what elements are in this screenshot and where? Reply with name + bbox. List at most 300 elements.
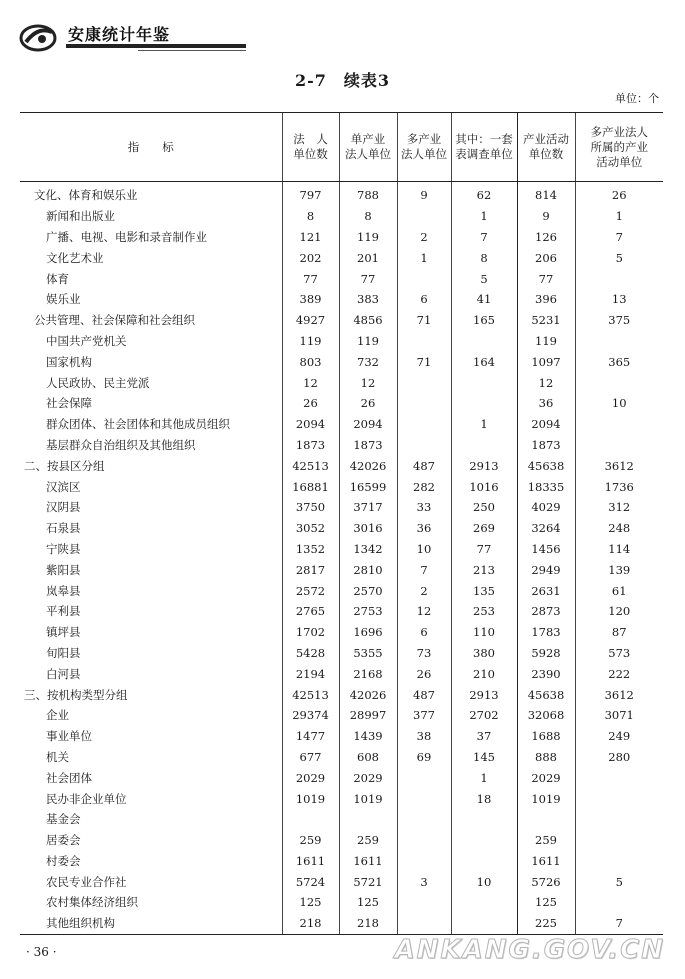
- table-cell: [451, 851, 517, 872]
- table-cell: 1: [397, 247, 451, 268]
- row-label: 石泉县: [46, 521, 81, 536]
- table-cell: [575, 414, 663, 435]
- table-row: [20, 747, 663, 768]
- table-cell: [397, 414, 451, 435]
- table-cell: [397, 435, 451, 456]
- table-cell: 77: [517, 268, 575, 289]
- table-cell: 2570: [339, 580, 397, 601]
- table-cell: 164: [451, 351, 517, 372]
- table-cell: 119: [339, 227, 397, 248]
- table-row: [20, 684, 663, 705]
- table-cell: 3264: [517, 518, 575, 539]
- table-cell: 26: [339, 393, 397, 414]
- table-cell: 888: [517, 747, 575, 768]
- table-row: [20, 539, 663, 560]
- row-label: 体育: [46, 271, 69, 286]
- table-cell: 13: [575, 289, 663, 310]
- table-cell: 222: [575, 663, 663, 684]
- table-cell: 803: [282, 351, 339, 372]
- table-row: [20, 206, 663, 227]
- table-cell: 42513: [282, 684, 339, 705]
- table-cell: [282, 809, 339, 830]
- table-cell: 28997: [339, 705, 397, 726]
- table-cell: 732: [339, 351, 397, 372]
- row-label: 镇坪县: [46, 625, 81, 640]
- table-cell: 206: [517, 247, 575, 268]
- header-multi-industry-legal: [397, 113, 451, 182]
- table-cell: 1736: [575, 476, 663, 497]
- table-cell: 3: [397, 871, 451, 892]
- table-cell: 120: [575, 601, 663, 622]
- table-cell: 487: [397, 684, 451, 705]
- logo-icon: [18, 22, 64, 54]
- row-label: 农村集体经济组织: [46, 895, 138, 910]
- table-cell: 1097: [517, 351, 575, 372]
- row-label: 娱乐业: [46, 292, 81, 307]
- header-indicator: 指 标: [20, 113, 282, 182]
- table-cell: 5721: [339, 871, 397, 892]
- table-cell: 12: [282, 372, 339, 393]
- table-cell: 365: [575, 351, 663, 372]
- table-cell: 125: [282, 892, 339, 913]
- table-cell: 8: [451, 247, 517, 268]
- table-cell: 2702: [451, 705, 517, 726]
- table-cell: [451, 331, 517, 352]
- table-cell: [575, 788, 663, 809]
- table-cell: 3016: [339, 518, 397, 539]
- table-cell: [575, 767, 663, 788]
- table-cell: 1016: [451, 476, 517, 497]
- table-cell: 77: [451, 539, 517, 560]
- table-cell: 1: [451, 206, 517, 227]
- table-cell: 110: [451, 622, 517, 643]
- table-cell: 10: [451, 871, 517, 892]
- table-cell: 36: [397, 518, 451, 539]
- table-cell: 797: [282, 182, 339, 206]
- unit-label: 单位：个: [615, 92, 659, 105]
- table-cell: 33: [397, 497, 451, 518]
- table-cell: 1611: [339, 851, 397, 872]
- table-cell: 2029: [517, 767, 575, 788]
- table-cell: 32068: [517, 705, 575, 726]
- table-cell: 61: [575, 580, 663, 601]
- row-label: 宁陕县: [46, 541, 81, 556]
- table-cell: 249: [575, 726, 663, 747]
- table-cell: 5724: [282, 871, 339, 892]
- table-cell: 312: [575, 497, 663, 518]
- table-row: [20, 518, 663, 539]
- table-cell: 608: [339, 747, 397, 768]
- table-cell: 12: [339, 372, 397, 393]
- table-row: [20, 871, 663, 892]
- table-cell: 573: [575, 643, 663, 664]
- header-legal-units-text: 法 人 单位数: [293, 132, 328, 161]
- table-row: [20, 247, 663, 268]
- table-cell: 253: [451, 601, 517, 622]
- row-label: 基金会: [46, 812, 81, 827]
- table-row: [20, 809, 663, 830]
- table-cell: 119: [339, 331, 397, 352]
- table-cell: 119: [282, 331, 339, 352]
- table-row: [20, 310, 663, 331]
- table-cell: 7: [397, 559, 451, 580]
- table-cell: 1352: [282, 539, 339, 560]
- table-row: [20, 393, 663, 414]
- row-label: 国家机构: [46, 354, 92, 369]
- table-cell: [451, 809, 517, 830]
- table-cell: [575, 435, 663, 456]
- table-cell: [451, 393, 517, 414]
- table-cell: 42513: [282, 455, 339, 476]
- table-cell: 45638: [517, 455, 575, 476]
- table-cell: 2: [397, 227, 451, 248]
- table-cell: 1019: [339, 788, 397, 809]
- table-cell: [451, 372, 517, 393]
- table-cell: 145: [451, 747, 517, 768]
- table-cell: 3717: [339, 497, 397, 518]
- header-multi-industry-legal-text: 多产业 法人单位: [401, 132, 447, 161]
- table-cell: [451, 892, 517, 913]
- table-cell: 5726: [517, 871, 575, 892]
- table-cell: 3612: [575, 684, 663, 705]
- table-cell: 1342: [339, 539, 397, 560]
- row-label: 基层群众自治组织及其他组织: [46, 437, 196, 452]
- table-cell: 10: [575, 393, 663, 414]
- table-cell: 280: [575, 747, 663, 768]
- table-cell: 71: [397, 310, 451, 331]
- table-cell: 18335: [517, 476, 575, 497]
- table-cell: 26: [397, 663, 451, 684]
- header-one-set-survey-text: 其中：一套 表调查单位: [455, 132, 513, 161]
- table-cell: 1: [451, 767, 517, 788]
- header-rule: [66, 44, 246, 48]
- table-cell: [575, 809, 663, 830]
- row-label: 广播、电视、电影和录音制作业: [46, 229, 207, 244]
- table-row: [20, 663, 663, 684]
- row-label: 岚皋县: [46, 583, 81, 598]
- table-cell: 5: [575, 247, 663, 268]
- table-cell: 1019: [517, 788, 575, 809]
- table-cell: 389: [282, 289, 339, 310]
- table-cell: 37: [451, 726, 517, 747]
- table-cell: 69: [397, 747, 451, 768]
- table-cell: [397, 206, 451, 227]
- table-cell: 3052: [282, 518, 339, 539]
- row-label: 旬阳县: [46, 645, 81, 660]
- table-cell: [451, 830, 517, 851]
- publication-header: [18, 20, 233, 56]
- statistics-table: [20, 112, 663, 935]
- table-cell: [575, 331, 663, 352]
- table-row: [20, 830, 663, 851]
- watermark: ANKANG.GOV.CN: [394, 935, 665, 965]
- table-cell: 26: [282, 393, 339, 414]
- table-row: [20, 268, 663, 289]
- table-cell: 16881: [282, 476, 339, 497]
- table-cell: 2: [397, 580, 451, 601]
- table-cell: 6: [397, 622, 451, 643]
- table-cell: 1439: [339, 726, 397, 747]
- publication-title: 安康统计年鉴: [68, 25, 171, 44]
- table-row: [20, 372, 663, 393]
- table-row: [20, 435, 663, 456]
- table-cell: [397, 830, 451, 851]
- table-cell: 36: [517, 393, 575, 414]
- header-activity-units-text: 产业活动 单位数: [523, 132, 569, 161]
- table-cell: [397, 767, 451, 788]
- table-cell: 1783: [517, 622, 575, 643]
- table-cell: 3071: [575, 705, 663, 726]
- table-cell: 2029: [339, 767, 397, 788]
- row-label: 民办非企业单位: [46, 791, 127, 806]
- table-cell: 9: [397, 182, 451, 206]
- table-cell: 4856: [339, 310, 397, 331]
- table-cell: 165: [451, 310, 517, 331]
- table-cell: [451, 435, 517, 456]
- table-cell: 1611: [517, 851, 575, 872]
- table-row: [20, 892, 663, 913]
- row-label: 三、按机构类型分组: [24, 687, 128, 702]
- row-label: 汉阴县: [46, 500, 81, 515]
- table-cell: 2572: [282, 580, 339, 601]
- table-cell: 5355: [339, 643, 397, 664]
- table-cell: [397, 372, 451, 393]
- table-cell: 383: [339, 289, 397, 310]
- table-cell: 788: [339, 182, 397, 206]
- table-cell: 2094: [339, 414, 397, 435]
- table-cell: [397, 393, 451, 414]
- row-label: 二、按县区分组: [24, 458, 105, 473]
- row-label: 其他组织机构: [20, 913, 282, 934]
- table-cell: 125: [339, 892, 397, 913]
- table-row: [20, 351, 663, 372]
- table-cell: [575, 851, 663, 872]
- table-cell: 26: [575, 182, 663, 206]
- table-row: [20, 414, 663, 435]
- table-row: [20, 497, 663, 518]
- row-label: 村委会: [46, 853, 81, 868]
- table-cell: 2765: [282, 601, 339, 622]
- table-cell: [517, 809, 575, 830]
- table-cell: 4927: [282, 310, 339, 331]
- row-label: 居委会: [46, 833, 81, 848]
- row-label: 紫阳县: [46, 562, 81, 577]
- table-cell: [575, 830, 663, 851]
- table-cell: 2029: [282, 767, 339, 788]
- table-cell: 248: [575, 518, 663, 539]
- header-multi-industry-activity-text: 多产业法人 所属的产业 活动单位: [590, 124, 648, 169]
- table-cell: 12: [397, 601, 451, 622]
- row-label: 公共管理、社会保障和社会组织: [34, 313, 195, 328]
- table-cell: 73: [397, 643, 451, 664]
- row-label: 群众团体、社会团体和其他成员组织: [46, 417, 230, 432]
- row-label: 汉滨区: [46, 479, 81, 494]
- table-cell: 1873: [339, 435, 397, 456]
- table-cell: 18: [451, 788, 517, 809]
- table-cell: [575, 372, 663, 393]
- table-cell: [397, 892, 451, 913]
- header-activity-units: [517, 113, 575, 182]
- table-cell: 210: [451, 663, 517, 684]
- row-label: 企业: [46, 708, 69, 723]
- statistics-table-container: [20, 112, 663, 935]
- table-cell: 1702: [282, 622, 339, 643]
- table-cell: 3612: [575, 455, 663, 476]
- table-cell: 1: [575, 206, 663, 227]
- table-header-row: [20, 113, 663, 182]
- table-cell: [397, 809, 451, 830]
- table-cell: 41: [451, 289, 517, 310]
- table-cell: 375: [575, 310, 663, 331]
- table-cell: [397, 788, 451, 809]
- header-single-industry-legal: [339, 113, 397, 182]
- row-label: 社会团体: [46, 770, 92, 785]
- table-cell: 677: [282, 747, 339, 768]
- table-cell: [397, 331, 451, 352]
- table-cell: 121: [282, 227, 339, 248]
- table-cell: 2194: [282, 663, 339, 684]
- table-row: [20, 455, 663, 476]
- table-cell: 16599: [339, 476, 397, 497]
- table-cell: [397, 268, 451, 289]
- table-cell: 2913: [451, 455, 517, 476]
- table-cell: 87: [575, 622, 663, 643]
- table-row: [20, 643, 663, 664]
- table-title: 2-7 续表3: [294, 71, 391, 90]
- table-cell: 38: [397, 726, 451, 747]
- table-cell: 396: [517, 289, 575, 310]
- table-cell: 4029: [517, 497, 575, 518]
- page-number: · 36 ·: [26, 945, 57, 959]
- row-label: 人民政协、民主党派: [46, 375, 150, 390]
- table-cell: 269: [451, 518, 517, 539]
- table-row: [20, 622, 663, 643]
- table-cell: 77: [339, 268, 397, 289]
- row-label: 中国共产党机关: [46, 333, 127, 348]
- table-cell: 5231: [517, 310, 575, 331]
- table-row: [20, 580, 663, 601]
- row-label: 平利县: [46, 604, 81, 619]
- table-cell: 213: [451, 559, 517, 580]
- table-row: [20, 601, 663, 622]
- table-cell: 125: [517, 892, 575, 913]
- table-row: [20, 851, 663, 872]
- table-cell: 119: [517, 331, 575, 352]
- table-cell: 202: [282, 247, 339, 268]
- table-cell: 2873: [517, 601, 575, 622]
- table-row: [20, 331, 663, 352]
- table-cell: 29374: [282, 705, 339, 726]
- table-cell: 5: [451, 268, 517, 289]
- row-label: 事业单位: [46, 729, 92, 744]
- table-row: [20, 476, 663, 497]
- header-one-set-survey: [451, 113, 517, 182]
- table-cell: 2094: [517, 414, 575, 435]
- row-label: 农民专业合作社: [46, 874, 127, 889]
- table-cell: 5428: [282, 643, 339, 664]
- table-cell: 42026: [339, 684, 397, 705]
- header-multi-industry-activity: [575, 113, 663, 182]
- table-row: [20, 227, 663, 248]
- table-cell: 2913: [451, 684, 517, 705]
- table-row: [20, 913, 663, 934]
- table-cell: [451, 913, 517, 934]
- table-row: [20, 705, 663, 726]
- table-cell: 218: [339, 913, 397, 934]
- table-cell: 259: [282, 830, 339, 851]
- table-cell: 9: [517, 206, 575, 227]
- table-cell: 2817: [282, 559, 339, 580]
- row-label: 白河县: [46, 666, 81, 681]
- table-cell: 2390: [517, 663, 575, 684]
- table-cell: 62: [451, 182, 517, 206]
- table-cell: 45638: [517, 684, 575, 705]
- row-label: 社会保障: [46, 396, 92, 411]
- table-cell: 380: [451, 643, 517, 664]
- table-cell: 1873: [517, 435, 575, 456]
- header-single-industry-legal-text: 单产业 法人单位: [345, 132, 391, 161]
- table-cell: 8: [282, 206, 339, 227]
- table-cell: 77: [282, 268, 339, 289]
- table-cell: 3750: [282, 497, 339, 518]
- table-cell: 1477: [282, 726, 339, 747]
- table-cell: 135: [451, 580, 517, 601]
- table-cell: 201: [339, 247, 397, 268]
- table-row: [20, 182, 663, 206]
- table-cell: 1696: [339, 622, 397, 643]
- table-cell: 12: [517, 372, 575, 393]
- table-cell: [339, 809, 397, 830]
- table-cell: 7: [575, 227, 663, 248]
- table-cell: 250: [451, 497, 517, 518]
- header-legal-units: [282, 113, 339, 182]
- table-cell: 377: [397, 705, 451, 726]
- table-cell: 2631: [517, 580, 575, 601]
- table-row: [20, 726, 663, 747]
- table-cell: 8: [339, 206, 397, 227]
- row-label: 新闻和出版业: [46, 209, 115, 224]
- table-cell: 1611: [282, 851, 339, 872]
- table-cell: 1688: [517, 726, 575, 747]
- table-cell: 282: [397, 476, 451, 497]
- table-row: [20, 788, 663, 809]
- table-cell: 1: [451, 414, 517, 435]
- table-cell: 1019: [282, 788, 339, 809]
- table-cell: 225: [517, 913, 575, 934]
- table-cell: [575, 268, 663, 289]
- row-label: 文化、体育和娱乐业: [34, 188, 138, 203]
- table-cell: 2094: [282, 414, 339, 435]
- table-cell: 126: [517, 227, 575, 248]
- table-cell: 71: [397, 351, 451, 372]
- header-rule-thin: [138, 50, 246, 51]
- table-body: [20, 182, 663, 935]
- table-cell: 42026: [339, 455, 397, 476]
- table-cell: 2949: [517, 559, 575, 580]
- table-cell: 1456: [517, 539, 575, 560]
- table-cell: 114: [575, 539, 663, 560]
- table-cell: 10: [397, 539, 451, 560]
- table-cell: 5: [575, 871, 663, 892]
- table-cell: 6: [397, 289, 451, 310]
- row-label: 文化艺术业: [46, 250, 104, 265]
- table-cell: 2810: [339, 559, 397, 580]
- table-row: [20, 559, 663, 580]
- table-cell: [575, 892, 663, 913]
- table-cell: 7: [575, 913, 663, 934]
- table-cell: 487: [397, 455, 451, 476]
- table-cell: [397, 913, 451, 934]
